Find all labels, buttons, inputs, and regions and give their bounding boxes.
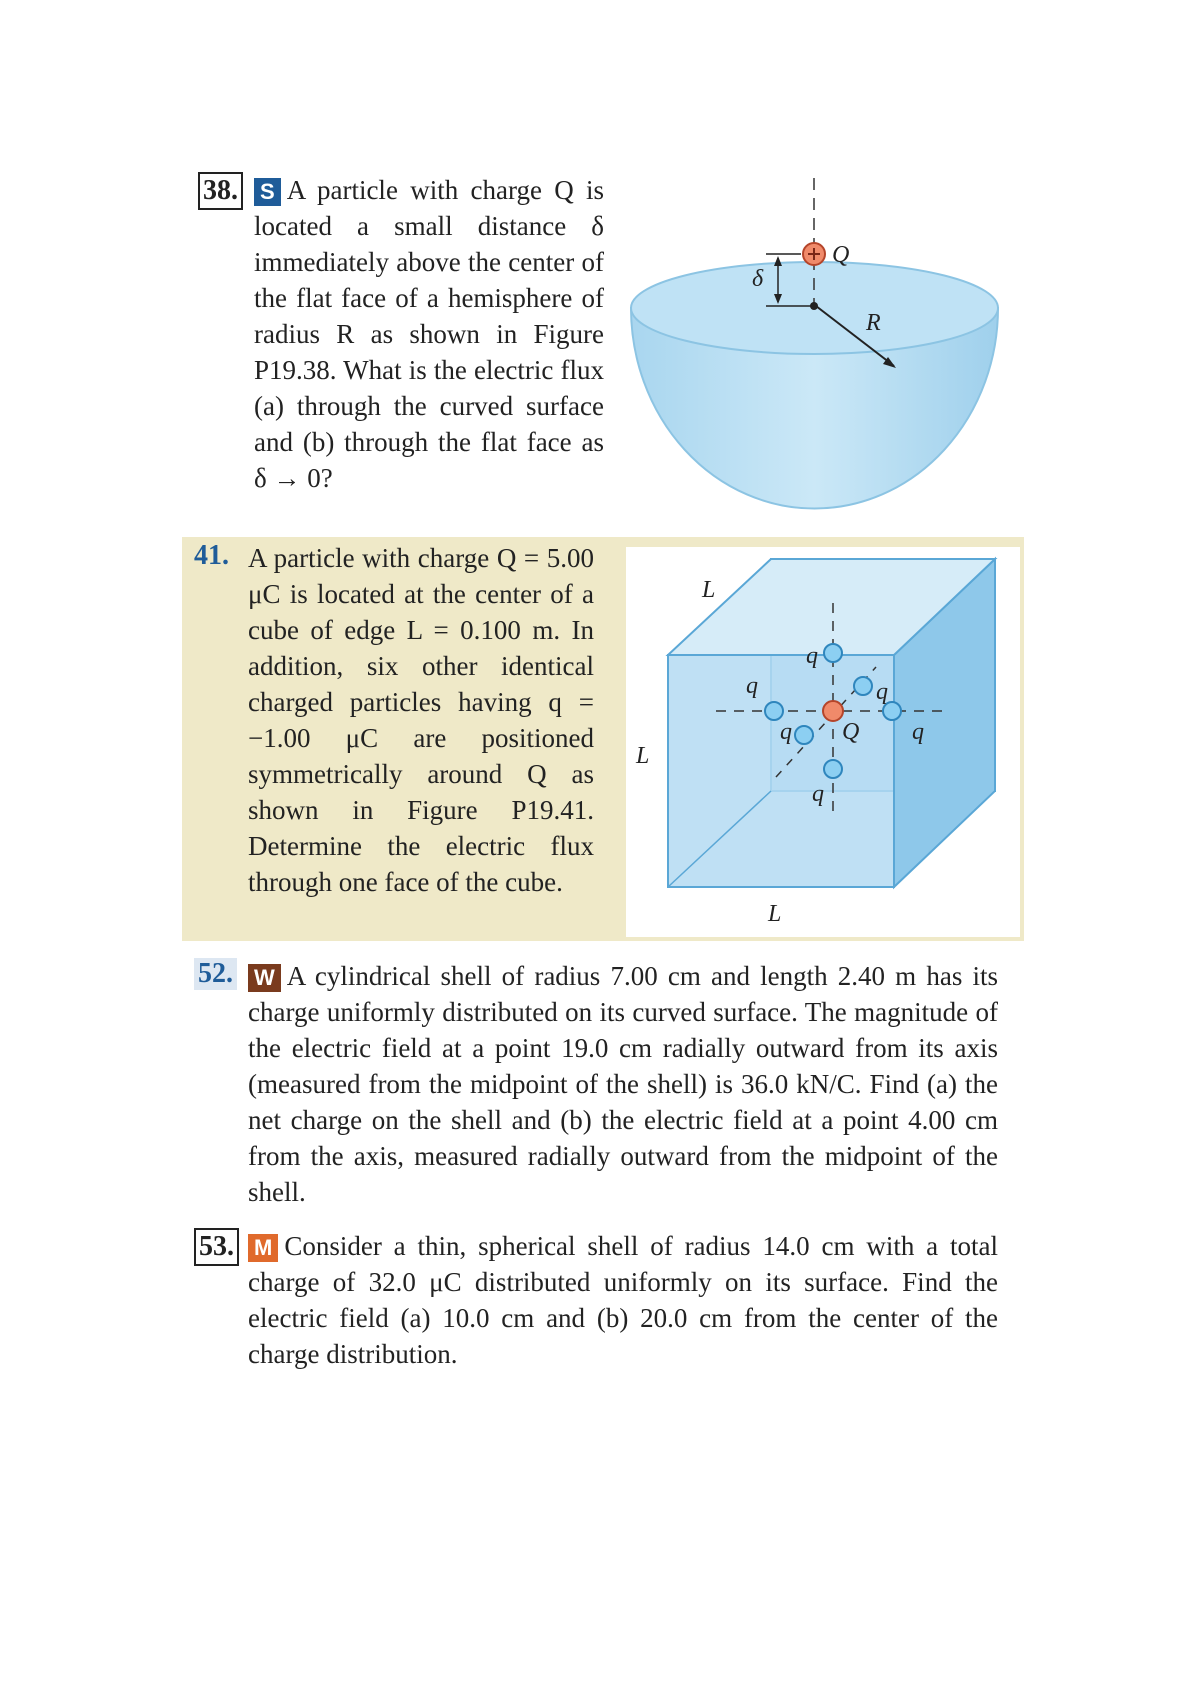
problem-text: W A cylindrical shell of radius 7.00 cm and length 2.40 m has its charge uniformly distributed on its curved surface. The magnitude of the electric field at a point 19.0 cm radially outward from its axis (measured from the midpoint of the shell) is 36.0 kN/C. Find (a) the net charge on the shell and (b) the electric field at a point 4.00 cm from the axis, measured radially outward from the midpoint of the shell. <box>248 961 998 1207</box>
problem-text: S A particle with charge Q is located a small distance δ immediately above the center of the flat face of a hemisphere of radius R as shown in Figure P19.38. What is the electric flux (a) through the curved surface and (b) through the flat face as δ → 0? <box>254 175 604 493</box>
charge-Q-particle <box>823 701 843 721</box>
label-q: q <box>912 719 924 745</box>
label-Q: Q <box>832 242 850 268</box>
problem-number: 38. <box>198 172 243 210</box>
charge-q-particle <box>824 760 842 778</box>
hemisphere-figure <box>626 170 1026 510</box>
charge-q-particle <box>795 726 813 744</box>
difficulty-badge: W <box>248 964 281 992</box>
problem-number: 52. <box>194 958 237 990</box>
charge-q-particle <box>824 644 842 662</box>
label-q: q <box>876 679 888 705</box>
label-L-top: L <box>702 577 716 603</box>
label-Q: Q <box>842 719 860 745</box>
cube-figure <box>626 547 1020 937</box>
problem-number: 41. <box>194 540 229 571</box>
difficulty-badge: S <box>254 178 281 206</box>
charge-q-particle <box>854 677 872 695</box>
label-q: q <box>806 643 818 669</box>
problem-text: M Consider a thin, spherical shell of radius 14.0 cm with a total charge of 32.0 μC distributed uniformly on its surface. Find the electric field (a) 10.0 cm and (b) 20.0 cm from the center of the charge distribution. <box>248 1231 998 1369</box>
label-R: R <box>866 310 881 336</box>
label-delta: δ <box>752 266 764 292</box>
label-L-left: L <box>636 743 650 769</box>
problem-text: A particle with charge Q = 5.00 μC is located at the center of a cube of edge L = 0.100 m. In addition, six other identical charged particles having q = −1.00 μC are positioned symmetrically around Q as shown in Figure P19.41. Determine the electric flux through one face of the cube. <box>248 543 594 897</box>
difficulty-badge: M <box>248 1234 278 1262</box>
label-L-bottom: L <box>768 901 782 927</box>
label-q: q <box>812 781 824 807</box>
label-q: q <box>746 673 758 699</box>
label-q: q <box>780 719 792 745</box>
problem-number: 53. <box>194 1228 239 1266</box>
charge-q-particle <box>765 702 783 720</box>
